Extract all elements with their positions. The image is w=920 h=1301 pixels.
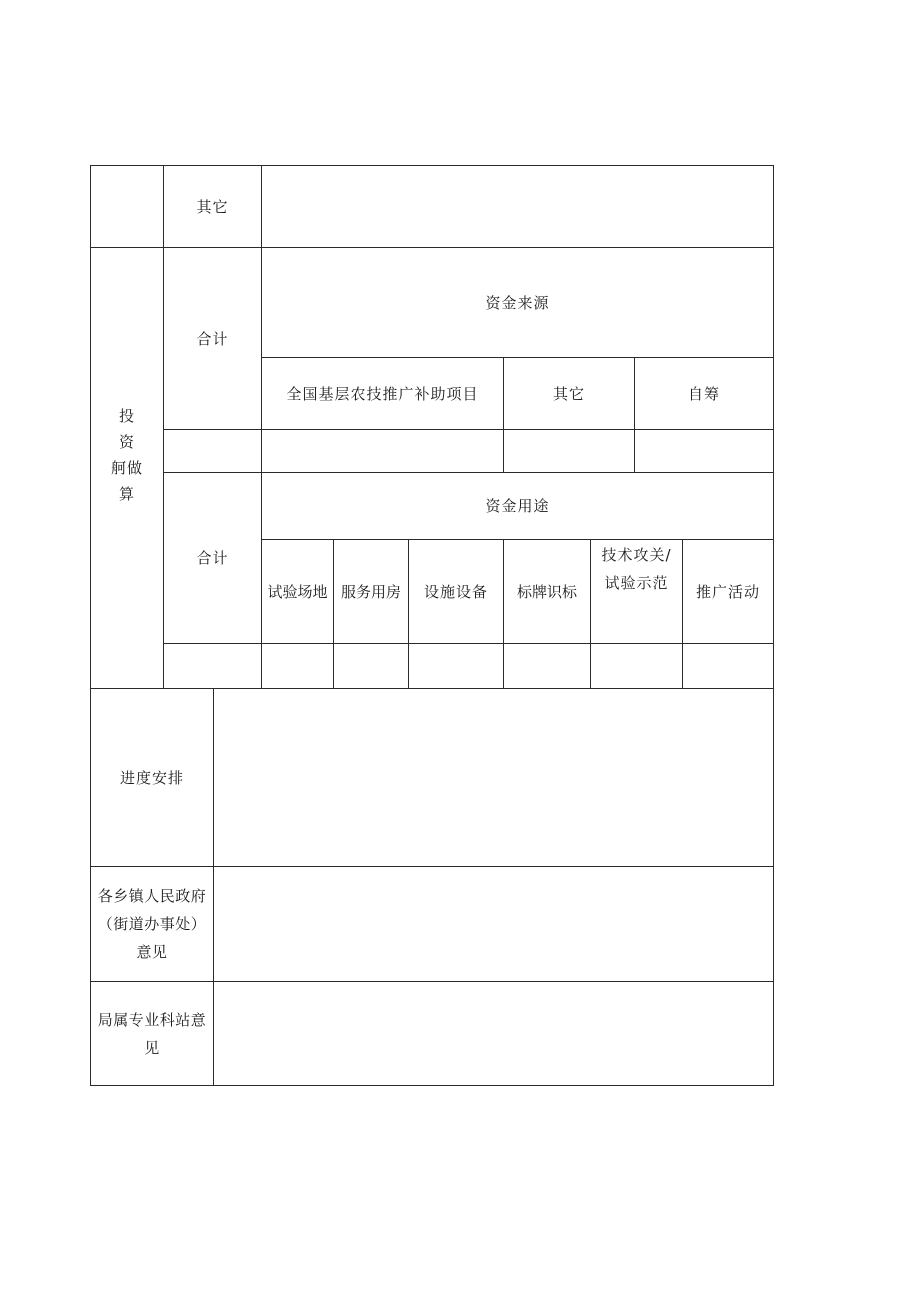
investment-label-char: 投	[118, 407, 135, 425]
fund-use-total-value[interactable]	[164, 644, 261, 688]
fund-use-service-housing-value[interactable]	[334, 644, 408, 688]
fund-source-national-value[interactable]	[262, 430, 503, 472]
fund-use-tech-line: 技术攻关/	[601, 546, 672, 564]
schedule-label: 进度安排	[119, 768, 184, 787]
fund-source-self-value[interactable]	[635, 430, 773, 472]
table-border-bottom	[90, 1085, 774, 1086]
fund-source-total-label: 合计	[196, 329, 229, 348]
station-opinion-value-cell[interactable]	[214, 982, 773, 1085]
other-value-cell[interactable]	[262, 166, 773, 247]
other-label: 其它	[196, 197, 229, 216]
investment-label-char: 资	[118, 433, 135, 451]
fund-source-self-raised: 自筹	[687, 384, 720, 403]
investment-section-label	[91, 390, 163, 520]
township-opinion-value-cell[interactable]	[214, 867, 773, 981]
station-opinion-label	[91, 982, 213, 1085]
fund-use-test-site-value[interactable]	[262, 644, 333, 688]
fund-use-signage: 标牌识标	[516, 583, 577, 601]
fund-source-other-value[interactable]	[504, 430, 634, 472]
fund-source-total-value[interactable]	[164, 430, 261, 472]
township-opinion-line: 各乡镇人民政府	[97, 887, 207, 905]
fund-source-national-subsidy: 全国基层农技推广补助项目	[286, 384, 479, 403]
schedule-value-cell[interactable]	[214, 689, 773, 866]
township-opinion-label	[91, 867, 213, 981]
table-rule	[261, 539, 774, 540]
table-border-right	[773, 165, 774, 1086]
fund-use-tech-demo-value[interactable]	[591, 644, 682, 688]
fund-use-demo-line: 试验示范	[604, 574, 669, 592]
fund-use-signage-value[interactable]	[504, 644, 590, 688]
investment-label-char: 算	[118, 485, 135, 503]
fund-use-header: 资金用途	[485, 497, 550, 515]
fund-use-tech-demo	[591, 540, 682, 598]
fund-use-total-label: 合计	[196, 549, 229, 567]
fund-use-facilities-value[interactable]	[409, 644, 503, 688]
station-opinion-line: 局属专业科站意	[97, 1010, 207, 1029]
fund-use-service-housing: 服务用房	[340, 583, 401, 601]
township-opinion-line: 意见	[136, 943, 168, 961]
fund-source-header: 资金来源	[485, 293, 550, 312]
fund-use-promotion-value[interactable]	[683, 644, 773, 688]
fund-source-other: 其它	[552, 384, 585, 403]
township-opinion-line: （街道办事处）	[97, 915, 207, 933]
fund-use-test-site: 试验场地	[267, 583, 328, 601]
fund-use-facilities: 设施设备	[423, 583, 488, 601]
station-opinion-line: 见	[144, 1038, 160, 1057]
investment-label-char: 舸做	[110, 459, 143, 477]
fund-use-promotion: 推广活动	[695, 583, 760, 601]
